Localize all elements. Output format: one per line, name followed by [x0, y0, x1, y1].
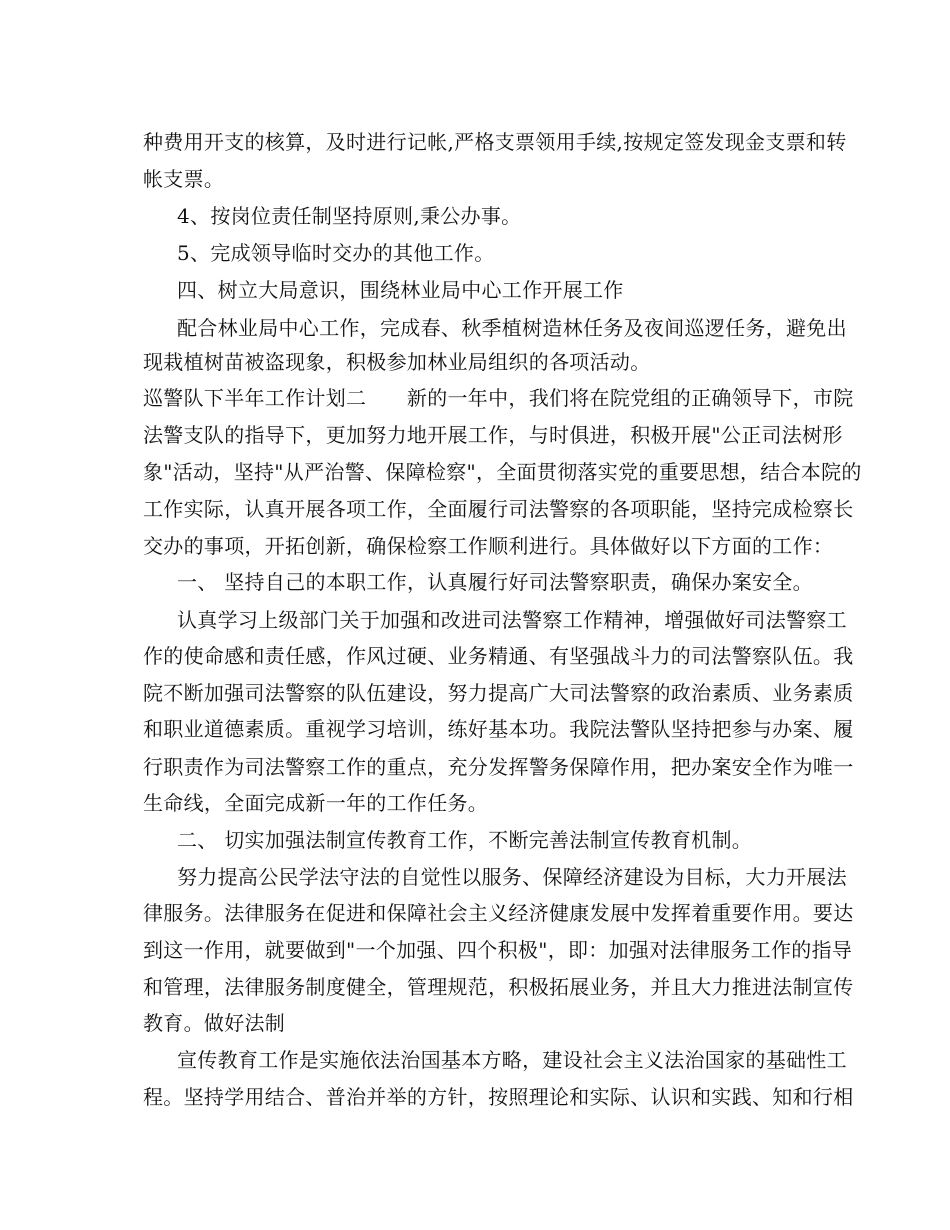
text-line: 生命线，全面完成新一年的工作任务。 — [143, 791, 489, 815]
text-line: 程。坚持学用结合、普治并举的方针，按照理论和实际、认识和实践、知和行相 — [143, 1085, 854, 1109]
text-line: 和管理，法律服务制度健全，管理规范，积极拓展业务，并且大力推进法制宣传 — [143, 975, 854, 999]
text-line: 象"活动，坚持"从严治警、保障检察"，全面贯彻落实党的重要思想，结合本院的 — [143, 460, 862, 484]
section-heading: 一、 坚持自己的本职工作，认真履行好司法警察职责，确保办案安全。 — [177, 570, 813, 594]
text-line: 认真学习上级部门关于加强和改进司法警察工作精神，增强做好司法警察工 — [177, 608, 847, 632]
text-line: 和职业道德素质。重视学习培训，练好基本功。我院法警队坚持把参与办案、履 — [143, 717, 854, 741]
text-line: 到这一作用，就要做到"一个加强、四个积极"，即：加强对法律服务工作的指导 — [143, 938, 853, 962]
text-line: 种费用开支的核算，及时进行记帐,严格支票领用手续,按规定签发现金支票和转 — [143, 130, 847, 154]
text-line: 现栽植树苗被盗现象，积极参加林业局组织的各项活动。 — [143, 350, 651, 374]
text-line: 配合林业局中心工作，完成春、秋季植树造林任务及夜间巡逻任务，避免出 — [177, 316, 847, 340]
text-line: 宣传教育工作是实施依法治国基本方略，建设社会主义法治国家的基础性工 — [177, 1048, 847, 1072]
document-title-line: 巡警队下半年工作计划二 新的一年中，我们将在院党组的正确领导下，市院 — [143, 386, 854, 410]
list-item: 5、完成领导临时交办的其他工作。 — [177, 241, 495, 265]
text-line: 行职责作为司法警察工作的重点，充分发挥警务保障作用，把办案安全作为唯一 — [143, 755, 854, 779]
text-line: 交办的事项，开拓创新，确保检察工作顺利进行。具体做好以下方面的工作： — [143, 534, 834, 558]
text-line: 律服务。法律服务在促进和保障社会主义经济健康发展中发挥着重要作用。要达 — [143, 901, 854, 925]
text-line: 帐支票。 — [143, 167, 225, 191]
text-line: 法警支队的指导下，更加努力地开展工作，与时俱进，积极开展"公正司法树形 — [143, 423, 843, 447]
section-heading: 四、树立大局意识，围绕林业局中心工作开展工作 — [177, 278, 624, 302]
list-item: 4、按岗位责任制坚持原则,秉公办事。 — [177, 204, 522, 228]
text-line: 努力提高公民学法守法的自觉性以服务、保障经济建设为目标，大力开展法 — [177, 865, 847, 889]
text-line: 院不断加强司法警察的队伍建设，努力提高广大司法警察的政治素质、业务素质 — [143, 681, 854, 705]
text-line: 作的使命感和责任感，作风过硬、业务精通、有坚强战斗力的司法警察队伍。我 — [143, 644, 854, 668]
text-line: 工作实际，认真开展各项工作，全面履行司法警察的各项职能，坚持完成检察长 — [143, 497, 854, 521]
section-heading: 二、 切实加强法制宣传教育工作，不断完善法制宣传教育机制。 — [177, 828, 753, 852]
text-line: 教育。做好法制 — [143, 1011, 286, 1035]
